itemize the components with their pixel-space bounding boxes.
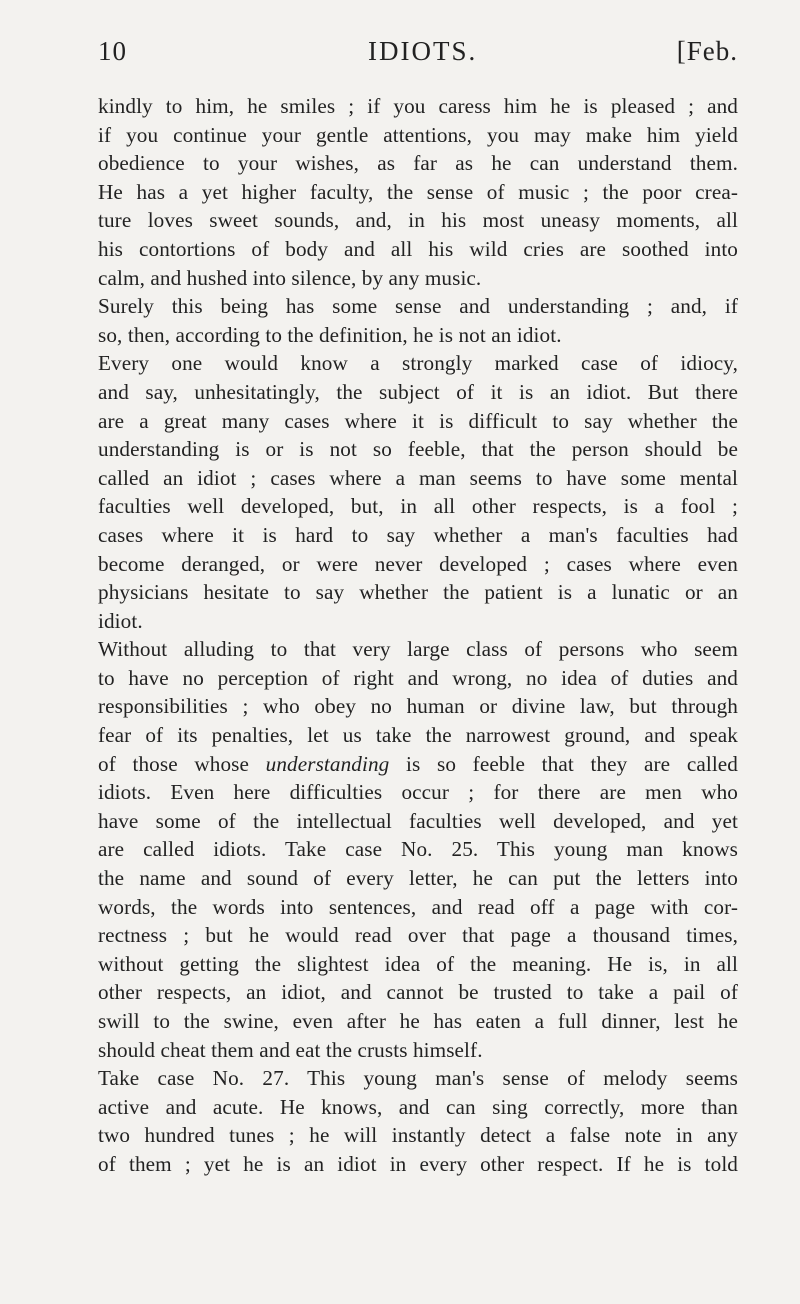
text-line-understanding — [98, 750, 738, 779]
text-line: the name and sound of every letter, he can put the letters into — [98, 866, 738, 891]
text-line: ture loves sweet sounds, and, in his most uneasy moments, all — [98, 208, 738, 233]
text-line: idiots. Even here difficulties occur ; for there are men who — [98, 780, 738, 805]
text-fragment: of those whose — [98, 751, 266, 776]
text-line: cases where it is hard to say whether a man's faculties had — [98, 522, 738, 547]
text-line: are a great many cases where it is difficult to say whether the — [98, 408, 738, 433]
text-line: fear of its penalties, let us take the narrowest ground, and speak — [98, 723, 738, 748]
text-line: Take case No. 27. This young man's sense of melody seems — [98, 1066, 738, 1091]
text-line: so, then, according to the definition, he is not an idiot. — [98, 322, 562, 347]
text-line: are called idiots. Take case No. 25. This young man knows — [98, 837, 738, 862]
text-line: two hundred tunes ; he will instantly detect a false note in any — [98, 1123, 738, 1148]
italic-word-understanding: understanding — [265, 751, 390, 776]
page-number: 10 — [98, 36, 127, 66]
text-line: become deranged, or were never developed ; cases where even — [98, 551, 738, 576]
text-fragment: is so feeble that they are called — [389, 751, 739, 776]
running-head: IDIOTS. — [368, 36, 478, 66]
text-line: his contortions of body and all his wild cries are soothed into — [98, 236, 738, 261]
text-line: of them ; yet he is an idiot in every other respect. If he is told — [98, 1151, 738, 1176]
body-text — [98, 92, 738, 1179]
text-line: Surely this being has some sense and understanding ; and, if — [98, 294, 738, 319]
text-line: responsibilities ; who obey no human or divine law, but through — [98, 694, 738, 719]
text-line: to have no perception of right and wrong, no idea of duties and — [98, 665, 738, 690]
text-line: called an idiot ; cases where a man seems to have some mental — [98, 465, 738, 490]
text-line: physicians hesitate to say whether the patient is a lunatic or an — [98, 580, 738, 605]
text-line: rectness ; but he would read over that page a thousand times, — [98, 923, 738, 948]
text-line: swill to the swine, even after he has eaten a full dinner, lest he — [98, 1009, 738, 1033]
header-month: [Feb. — [676, 36, 738, 66]
text-line: faculties well developed, but, in all other respects, is a fool ; — [98, 494, 738, 519]
text-line: Without alluding to that very large class of persons who seem — [98, 637, 738, 662]
text-line: have some of the intellectual faculties well developed, and yet — [98, 808, 738, 833]
text-line: and say, unhesitatingly, the subject of it is an idiot. But there — [98, 379, 738, 404]
text-line: if you continue your gentle attentions, you may make him yield — [98, 122, 738, 147]
text-line: kindly to him, he smiles ; if you caress him he is pleased ; and — [98, 94, 738, 118]
text-line: should cheat them and eat the crusts himself. — [98, 1037, 483, 1062]
page-header — [98, 36, 738, 76]
text-line: obedience to your wishes, as far as he can understand them. — [98, 151, 738, 176]
text-line: idiot. — [98, 608, 143, 633]
text-line: understanding is or is not so feeble, that the person should be — [98, 437, 738, 462]
text-line: calm, and hushed into silence, by any music. — [98, 265, 482, 290]
text-line: active and acute. He knows, and can sing correctly, more than — [98, 1094, 738, 1119]
text-line: words, the words into sentences, and read off a page with cor- — [98, 894, 738, 919]
text-line: other respects, an idiot, and cannot be trusted to take a pail of — [98, 980, 738, 1005]
text-line: without getting the slightest idea of the meaning. He is, in all — [98, 951, 738, 976]
text-line: Every one would know a strongly marked case of idiocy, — [98, 351, 738, 376]
text-line: He has a yet higher faculty, the sense of music ; the poor crea- — [98, 179, 738, 204]
